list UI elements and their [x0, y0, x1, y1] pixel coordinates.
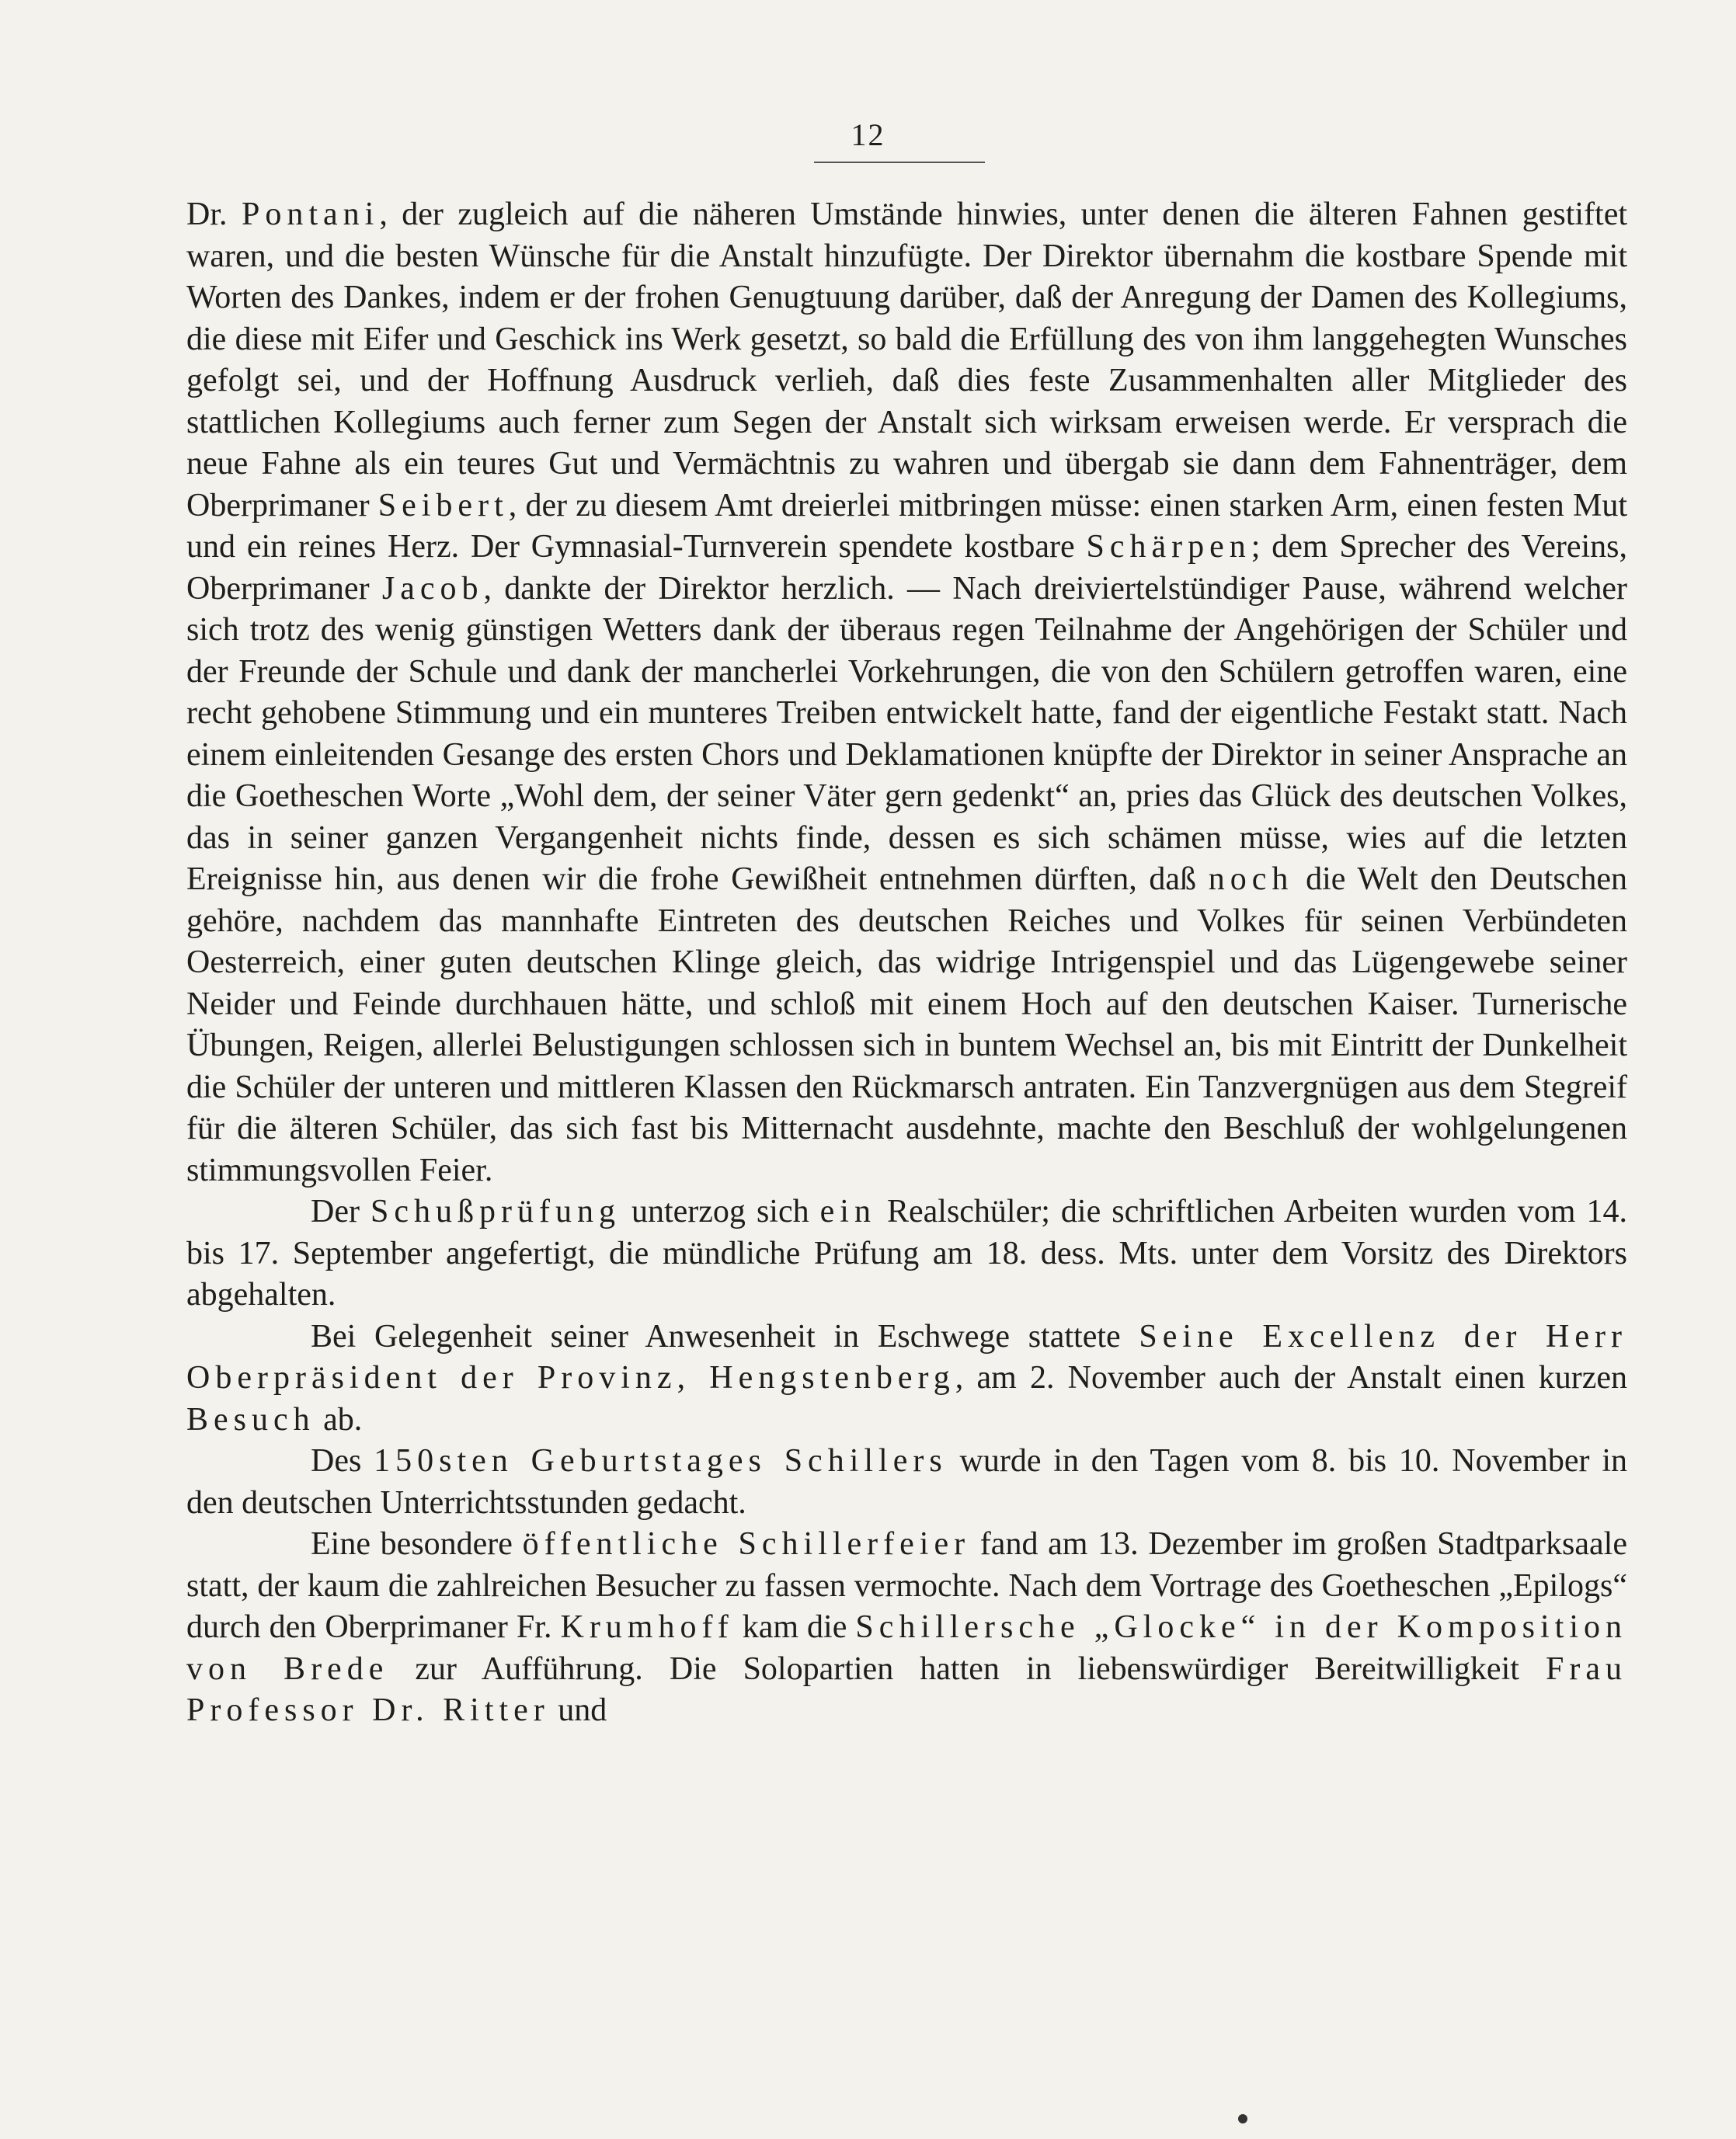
spaced-emphasis: Schillersche „Glocke“ in der Komposition von Brede: [186, 1609, 1628, 1687]
text-run: , am 2. November auch der Anstalt einen kurzen: [955, 1360, 1627, 1396]
spaced-emphasis: öffentliche Schillerfeier: [522, 1526, 971, 1562]
spaced-emphasis: Besuch: [186, 1401, 315, 1438]
text-run: kam die: [733, 1609, 856, 1645]
paragraph: [186, 1441, 1627, 1524]
text-run: , der zugleich auf die näheren Umstände hinwies, unter denen die älteren Fahnen gestiftet waren, und die besten Wünsche für die Anstalt hinzufügte. Der Direktor übernahm die kostbare Spende mit Worten des Dankes, indem er der frohen Genugtuung darüber, daß der Anregung der Damen des Kollegiums, die diese mit Eifer und Geschick ins Werk gesetzt, so bald die Erfüllung des von ihm langgehegten Wunsches gefolgt sei, und der Hoffnung Ausdruck verlieh, daß dies feste Zusammenhalten aller Mitglieder des stattlichen Kollegiums auch ferner zum Segen der Anstalt sich wirksam erweisen werde. Er versprach die neue Fahne als ein teures Gut und Vermächtnis zu wahren und übergab sie dann dem Fahnenträger, dem Oberprimaner: [186, 197, 1628, 523]
text-run: Realschüler; die schriftlichen Arbeiten wurden vom 14. bis 17. September angefertigt, die mündliche Prüfung am 18. dess. Mts. unter dem Vorsitz des Direktors abgehalten.: [186, 1194, 1627, 1313]
spaced-emphasis: Schärpen: [1086, 529, 1251, 565]
text-run: Der: [311, 1194, 371, 1229]
paragraph: [186, 1316, 1627, 1442]
spaced-emphasis: noch: [1208, 861, 1294, 897]
paragraph: [186, 1524, 1627, 1732]
paragraph: [186, 1191, 1627, 1316]
text-run: und: [549, 1692, 607, 1728]
header-rule: [814, 162, 985, 163]
body-text: [186, 194, 1627, 1732]
text-run: ; dem Sprecher des Vereins, Oberprimaner: [186, 529, 1628, 607]
text-run: , der zu diesem Amt dreierlei mitbringen müsse: einen starken Arm, einen festen Mut und ein reines Herz. Der Gymnasial-Turnverein spendete kostbare: [186, 487, 1627, 565]
spaced-emphasis: Seine Excellenz der Herr Oberpräsident der Provinz, Hengstenberg: [186, 1318, 1627, 1396]
spaced-emphasis: Frau Professor Dr. Ritter: [186, 1650, 1627, 1728]
text-run: Bei Gelegenheit seiner Anwesenheit in Eschwege stattete: [311, 1318, 1139, 1355]
page-number: 12: [851, 117, 885, 152]
spaced-emphasis: ein: [819, 1194, 876, 1229]
spaced-emphasis: Jacob: [381, 570, 484, 607]
text-run: die Welt den Deutschen gehöre, nachdem das mannhafte Eintreten des deutschen Reiches und Volkes für seinen Verbündeten Oesterreich, einer guten deutschen Klinge gleich, das widrige Intrigenspiel und das Lügengewebe seiner Neider und Feinde durchhauen hätte, und schloß mit einem Hoch auf den deutschen Kaiser. Turnerische Übungen, Reigen, allerlei Belustigungen schlossen sich in buntem Wechsel an, bis mit Eintritt der Dunkelheit die Schüler der unteren und mittleren Klassen den Rückmarsch antraten. Ein Tanzvergnügen aus dem Stegreif für die älteren Schüler, das sich fast bis Mitternacht ausdehnte, machte den Beschluß der wohlgelungenen stimmungsvollen Feier.: [186, 861, 1627, 1188]
text-run: unterzog sich: [620, 1194, 820, 1229]
spaced-emphasis: Seibert: [377, 487, 509, 523]
text-run: , dankte der Direktor herzlich. — Nach dreiviertelstündiger Pause, während welcher sich trotz des wenig günstigen Wetters dank der überaus regen Teilnahme der Angehörigen der Schüler und der Freunde der Schule und dank der mancherlei Vorkehrungen, die von den Schülern getroffen waren, eine recht gehobene Stimmung und ein munteres Treiben entwickelt hatte, fand der eigentliche Festakt statt. Nach einem einleitenden Gesange des ersten Chors und Deklamationen knüpfte der Direktor in seiner Ansprache an die Goetheschen Worte „Wohl dem, der seiner Väter gern gedenkt“ an, pries das Glück des deutschen Volkes, das in seiner ganzen Vergangenheit nichts finde, dessen es sich schämen müsse, wies auf die letzten Ereignisse hin, aus denen wir die frohe Gewißheit entnehmen dürften, daß: [186, 570, 1627, 897]
text-run: Eine besondere: [311, 1526, 523, 1562]
text-run: wurde in den Tagen vom 8. bis 10. November in den deutschen Unterrichtsstunden gedacht.: [186, 1443, 1627, 1521]
spaced-emphasis: Krumhoff: [560, 1609, 734, 1645]
paragraph: [186, 194, 1627, 1191]
text-run: Des: [311, 1443, 374, 1479]
text-run: ab.: [315, 1401, 363, 1438]
text-run: zur Aufführung. Die Solopartien hatten in liebenswürdiger Bereitwilligkeit: [388, 1650, 1546, 1687]
text-run: Dr.: [186, 197, 242, 232]
text-run: fand am 13. Dezember im großen Stadtparksaale statt, der kaum die zahlreichen Besucher zu fassen vermochte. Nach dem Vortrage des Goetheschen „Epilogs“ durch den Oberprimaner Fr.: [186, 1526, 1627, 1645]
spaced-emphasis: 150sten Geburtstages Schillers: [374, 1443, 948, 1479]
spaced-emphasis: Pontani: [241, 197, 380, 232]
ink-speck: [1238, 2114, 1247, 2123]
spaced-emphasis: Schußprüfung: [370, 1194, 621, 1229]
